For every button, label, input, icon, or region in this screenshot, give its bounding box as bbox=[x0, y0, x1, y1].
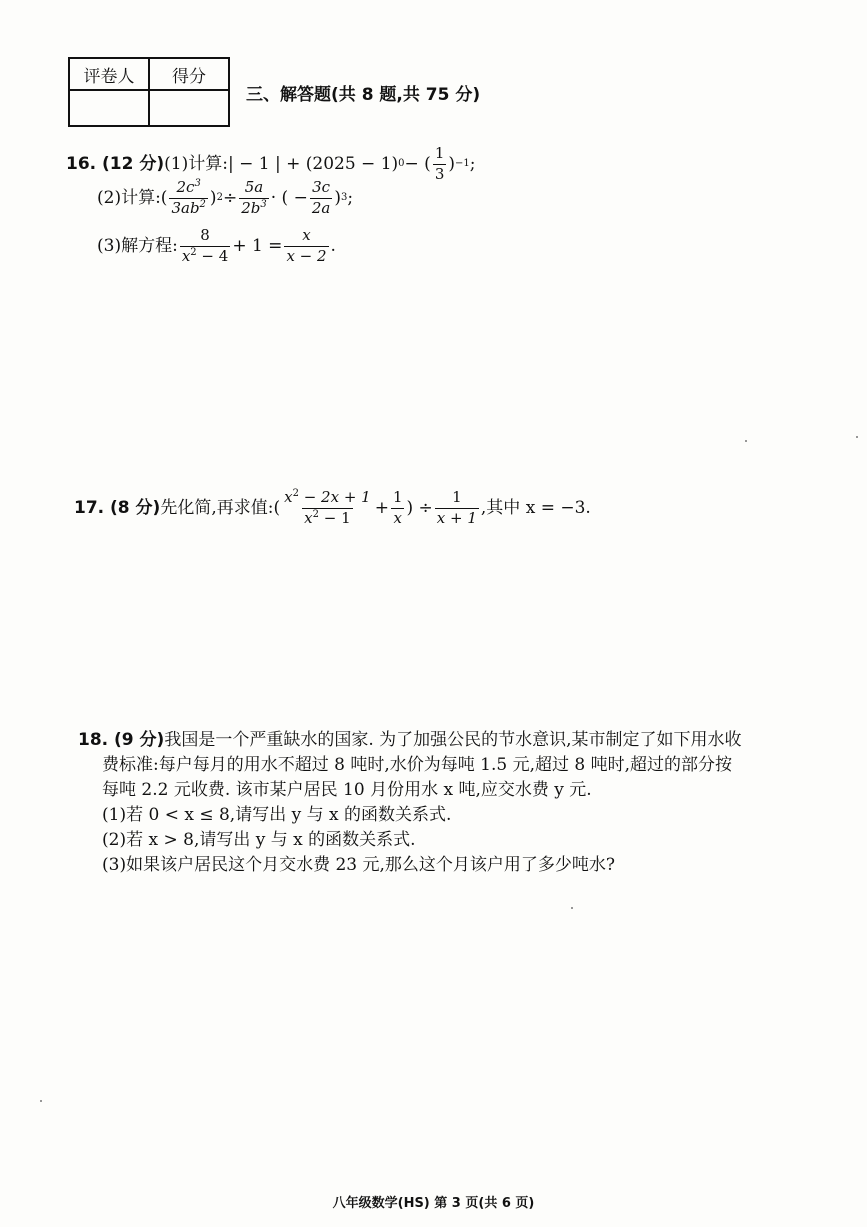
q16-p1-end: ; bbox=[469, 153, 476, 174]
q16-p3-end: . bbox=[330, 235, 336, 256]
q17-text: 先化简,再求值:( bbox=[160, 497, 281, 518]
q16-p3-f1-den-b: − 4 bbox=[196, 246, 229, 265]
q17-f1-num-b: − 2x + 1 bbox=[298, 488, 371, 506]
q16-p2-f1-den-exp: 2 bbox=[199, 198, 206, 210]
q16-part2: (2)计算:( $\frac{2c^3}{3ab^2}$ ) 2 ÷ $\frac{5a}{2b^3}$ · ( − $\frac{3c}{2a}$ ) 3 ; bbox=[97, 178, 354, 217]
q16-p3-f1-num: 8 bbox=[200, 226, 210, 244]
q17-f1-num-a: x bbox=[284, 488, 293, 506]
q16-p3-f1-den-exp: 2 bbox=[190, 246, 197, 258]
q18-line2: 费标准:每户每月的用水不超过 8 吨时,水价为每吨 1.5 元,超过 8 吨时,超过的部分按 bbox=[102, 755, 733, 775]
q16-part1: 16. (12 分) (1)计算: | − 1 | + (2025 − 1) 0 − ( $\frac{1}{3}$ ) −1 ; bbox=[66, 144, 476, 183]
q16-p3-f1-den-a: x bbox=[181, 246, 191, 265]
q17-label: 17. (8 分) bbox=[74, 497, 161, 518]
q16-p2-dot: · ( − bbox=[270, 187, 308, 208]
q16-p2-f1-den: 3ab bbox=[171, 198, 200, 217]
q16-label: 16. (12 分) bbox=[66, 153, 165, 174]
q16-p2-f2-num: 5a bbox=[244, 178, 264, 196]
q16-p1-label: (1)计算: bbox=[164, 153, 228, 174]
q17-f3-den: x + 1 bbox=[436, 508, 477, 527]
q16-part3 bbox=[97, 228, 336, 265]
q16-p2-close3: ) bbox=[334, 187, 341, 208]
q16-p2-f3-num: 3c bbox=[312, 178, 331, 196]
q18-sub1: (1)若 0 < x ≤ 8,请写出 y 与 x 的函数关系式. bbox=[102, 805, 452, 825]
scan-speck bbox=[745, 440, 747, 442]
q16-p3-fraction2 bbox=[284, 228, 328, 265]
q17-f1-den-b: − 1 bbox=[318, 508, 351, 527]
q16-p2-f2-den: 2b bbox=[241, 198, 261, 217]
q16-p2-div: ÷ bbox=[222, 187, 238, 208]
q18-sub2: (2)若 x > 8,请写出 y 与 x 的函数关系式. bbox=[102, 830, 416, 850]
q17-f1-num-exp: 2 bbox=[292, 488, 299, 499]
score-table bbox=[68, 57, 230, 127]
q16-p2-f2-den-exp: 3 bbox=[260, 198, 267, 210]
q16-p2-fraction1 bbox=[169, 180, 207, 217]
q16-p3-f2-num: x bbox=[302, 226, 311, 244]
q17-f2-den: x bbox=[393, 508, 402, 527]
q17-f1-den-exp: 2 bbox=[312, 508, 319, 520]
q16-p3-fraction1 bbox=[180, 228, 231, 265]
q16-p1-fraction bbox=[433, 146, 447, 183]
q17 bbox=[74, 490, 591, 527]
scan-speck bbox=[40, 1100, 42, 1102]
q17-fraction1 bbox=[282, 490, 373, 527]
q17-f1-den-a: x bbox=[304, 508, 313, 527]
page-footer: 八年级数学(HS) 第 3 页(共 6 页) bbox=[332, 1196, 535, 1211]
q16-p1-close: ) bbox=[448, 153, 455, 174]
q18-line3: 每吨 2.2 元收费. 该市某户居民 10 月份用水 x 吨,应交水费 y 元. bbox=[102, 780, 592, 800]
score-cell bbox=[149, 90, 229, 126]
q16-p1-expr: | − 1 | + (2025 − 1) bbox=[227, 153, 399, 174]
q16-p2-f3-den: 2a bbox=[311, 198, 331, 217]
q17-fraction2 bbox=[391, 490, 405, 527]
q16-p2-f1-num-exp: 3 bbox=[194, 178, 201, 189]
q17-f2-num: 1 bbox=[392, 488, 403, 506]
section-title: 三、解答题(共 8 题,共 75 分) bbox=[246, 85, 481, 105]
q16-p2-fraction2 bbox=[239, 180, 269, 217]
grader-header: 评卷人 bbox=[69, 58, 149, 90]
q17-f3-num: 1 bbox=[452, 488, 462, 506]
q16-p2-close1: ) bbox=[209, 187, 217, 208]
q16-p2-end: ; bbox=[347, 187, 354, 208]
q16-p1-minus: − ( bbox=[404, 153, 431, 174]
q16-p3-mid: + 1 = bbox=[232, 235, 283, 256]
score-header: 得分 bbox=[149, 58, 229, 90]
q17-close: ) ÷ bbox=[406, 497, 433, 518]
q18-label: 18. (9 分) bbox=[78, 730, 165, 750]
q16-p2-f1-num: 2c bbox=[176, 178, 195, 196]
q18-line1: 我国是一个严重缺水的国家. 为了加强公民的节水意识,某市制定了如下用水收 bbox=[164, 730, 742, 750]
q18-sub3: (3)如果该户居民这个月交水费 23 元,那么这个月该户用了多少吨水? bbox=[102, 855, 616, 875]
q16-p1-num: 1 bbox=[434, 144, 445, 162]
q18 bbox=[78, 728, 818, 878]
q17-fraction3 bbox=[435, 490, 479, 527]
q16-p3-f2-den: x − 2 bbox=[286, 246, 327, 265]
q17-plus: + bbox=[374, 497, 389, 518]
q17-tail: ,其中 x = −3. bbox=[480, 497, 591, 518]
scan-speck bbox=[856, 436, 858, 438]
q16-p1-den: 3 bbox=[434, 164, 445, 183]
q16-p3-label: (3)解方程: bbox=[97, 235, 178, 256]
grader-cell bbox=[69, 90, 149, 126]
q16-p2-fraction3 bbox=[310, 180, 333, 217]
q16-p2-label: (2)计算:( bbox=[97, 187, 168, 208]
scan-speck bbox=[571, 907, 573, 909]
